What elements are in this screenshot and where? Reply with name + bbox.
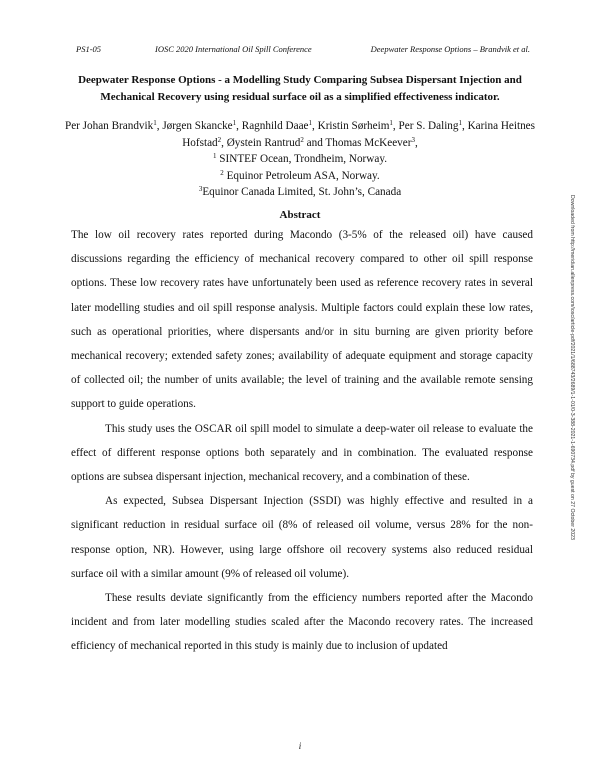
abstract-paragraph: As expected, Subsea Dispersant Injection (SSDI) was highly effective and resulted in a significant reduction in residual surface oil (8% of released oil volume, versus 28% for the non-response option, NR). However, using large offshore oil recovery systems also reduced residual surface oil with a similar amount (9% of released oil volume). (71, 495, 533, 580)
affiliation-list (60, 151, 540, 201)
affiliation-line (60, 184, 540, 201)
abstract-body (71, 223, 533, 659)
affiliation-line (60, 168, 540, 185)
author-name: Thomas McKeever (325, 136, 412, 149)
author-separator: , (221, 136, 227, 149)
author-separator: and (303, 136, 326, 149)
paper-title: Deepwater Response Options - a Modelling Study Comparing Subsea Dispersant Injection and Mechanical Recovery using residual surface oil as a simplified effectiveness indicator. (78, 74, 522, 103)
author-affiliation-mark: 1 (232, 119, 237, 127)
running-header-short-title: Deepwater Response Options – Brandvik et al. (370, 44, 530, 54)
author-affiliation-mark: 1 (308, 119, 313, 127)
author-affiliation-mark: 1 (153, 119, 157, 127)
author-name: Per Johan Brandvik (64, 120, 154, 132)
abstract-paragraph: The low oil recovery rates reported during Macondo (3-5% of the released oil) have caused discussions regarding the efficiency of mechanical recovery compared to other oil spill response options. These low recovery rates have unfortunately been used as reference recovery rates in several later modelling studies and oil spill response analysis. Multiple factors could explain these low rates, such as operational priorities, where dispersants and/or in situ burning are given priority before mechanical recovery; extended safety zones; availability of adequate equipment and storage capacity of collected oil; the number of units available; the level of training and the available remote sensing support to guide operations. (71, 229, 533, 411)
affiliation-text: SINTEF Ocean, Trondheim, Norway. (216, 153, 387, 165)
author-separator: , (462, 120, 468, 132)
author-affiliation-mark: 3 (411, 135, 415, 144)
author-name: Karina Heitnes Hofstad (182, 120, 536, 149)
affiliation-number: 3 (198, 185, 203, 193)
author-separator: , (392, 120, 399, 132)
author-separator: , (312, 120, 318, 132)
running-header-code: PS1-05 (76, 44, 102, 54)
author-separator: , (156, 120, 163, 132)
affiliation-text: Equinor Petroleum ASA, Norway. (223, 169, 380, 182)
author-affiliation-mark: 1 (458, 119, 462, 127)
author-separator: , (414, 136, 418, 149)
download-watermark (566, 195, 576, 635)
author-list (60, 118, 540, 151)
author-name: Jørgen Skancke (162, 120, 233, 132)
affiliation-number: 1 (213, 152, 217, 160)
abstract-heading: Abstract (279, 209, 321, 221)
page-number: i (298, 741, 302, 751)
abstract-paragraph: This study uses the OSCAR oil spill model to simulate a deep-water oil release to evaluate the effect of different response options both separately and in combination. The evaluated response options are subsea dispersant injection, mechanical recovery, and a combination of these. (71, 422, 533, 484)
author-separator: , (236, 120, 242, 132)
author-name: Øystein Rantrud (226, 136, 301, 149)
author-name: Kristin Sørheim (317, 120, 390, 132)
affiliation-number: 2 (220, 168, 224, 177)
author-name: Ragnhild Daae (241, 120, 309, 132)
affiliation-line (60, 151, 540, 168)
author-affiliation-mark: 2 (217, 135, 222, 144)
affiliation-text: Equinor Canada Limited, St. John’s, Canada (202, 186, 402, 198)
author-affiliation-mark: 2 (300, 135, 304, 144)
abstract-paragraph: These results deviate significantly from the efficiency numbers reported after the Macondo incident and from later modelling studies scaled after the Macondo recovery rates. The increased efficiency of mechanical reported in this study is mainly due to inclusion of updated (71, 592, 533, 653)
author-name: Per S. Daling (398, 120, 459, 132)
author-block (60, 118, 540, 201)
author-affiliation-mark: 1 (389, 119, 393, 127)
download-watermark-text: Downloaded from http://meridian.allenpress.com/iosc/article-pdf/2021/1/688743/2689/1-1-01/0-3-388-2021-1-690734.pdf by guest on 27 October 2023 (569, 195, 575, 540)
running-header-conference: IOSC 2020 International Oil Spill Conference (155, 44, 312, 54)
